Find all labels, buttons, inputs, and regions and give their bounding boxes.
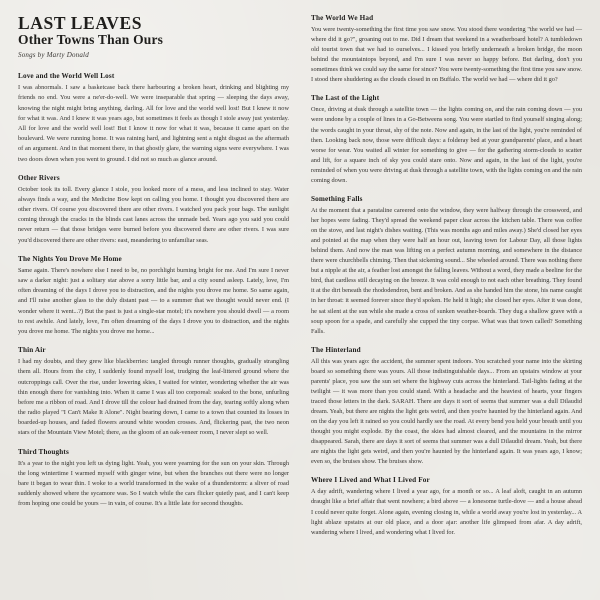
two-column-layout [18,14,582,590]
song-title: Something Falls [311,194,363,203]
song-lyrics: It's a year to the night you left us dying light. Yeah, you were yearning for the sun on your skin. Through the long wintertime I warmed myself with ginger wine, but when the branches out there were no longer bare it began to wear thin. I woke to a world transformed in the wake of a thunderstorm: a sliver of road suddenly showed where the sycamore was. So I watch while the cars flicker quietly past, and I can't keep from hoping one could be yours — in vain, of course. It's a little late for second thoughts. [18,459,289,508]
album-subtitle: Other Towns Than Ours [18,32,164,48]
album-title: LAST LEAVES [18,13,143,33]
song-title: The Nights You Drove Me Home [18,254,122,263]
song-section [18,72,289,165]
song-section [18,448,289,510]
song-section [311,195,582,337]
song-title: The Last of the Light [311,94,380,103]
song-title: Where I Lived and What I Lived For [311,476,430,485]
right-column [311,14,582,590]
song-section [311,94,582,186]
song-section [18,255,289,337]
song-title: Third Thoughts [18,447,69,456]
song-section [311,14,582,85]
song-section [311,476,582,537]
song-lyrics: All this was years ago: the accident, the summer spent indoors. You scratched your name into the skirting board so something there was yours. All those indistinguishable days... From an upstairs window at your parents' place, you saw the sun set where the highway cuts across the hinterland. Tail-lights fading at the twilight — it was more than you could stand. With a headache and the heaviest of hearts, your fingers traced those letters in the dark. SARAH. There are days it sort of seems that summer was a dull Dilaudid dream. Yeah, but there are nights the light gets weird, and then you're haunted by the hinterland again. And on the day you left it rained so you could hardly see the road. At every bend you held your breath until you thought you might explode. By the coast, the skies had almost cleared, and the mountains in the mirror disappeared. Sarah, there are days it sort of seems that summer was a dull Dilaudid dream. Yeah, but there are nights the light gets weird, and then you're haunted by the hinterland again. It was years ago, I know; even so, the bruises show. The bruises show. [311,357,582,466]
song-section [18,346,289,439]
song-lyrics: October took its toll. Every glance I stole, you looked more of a mess, and less inclined to stay. Water always finds a way, and the Medicine Bow kept on calling you home. I thought you discovered there are other rivers. Of course you discovered there are other rivers. I watched you pack your bags. The sunlight coming through the cracks in the blinds cast lanes across the unmade bed. Years ago you said you could never return — that those bridges were burned before you discovered there are other rivers. I was sure you'd discovered there are other rivers: east, meandering to unfamiliar seas. [18,185,289,244]
byline: Songs by Marty Donald [18,51,89,60]
song-lyrics: You were twenty-something the first time you saw snow. You stood there wondering "the world we had — where did it go?", groaning out to me. Did I dream that weekend in a weatherboard hotel? A tumbledown old tourist town that we had to ourselves... I kissed you briefly underneath a broken bridge, the moon behind the mountaintops beyond, and I'm sure I was never so happy before. But darling, don't you sometimes think we could say the same for since? You were twenty-something the first time you saw snow. I stood there shuddering as the clouds closed in on Buffalo. The world we had — where did it go? [311,26,582,84]
song-lyrics: I had my doubts, and they grew like blackberries: tangled through runner thoughts, gradually strangling them all. Hours from the city, I suddenly found myself lost, trudging the leaf-littered ground where the outcroppings call. Over the rise, under lowering skies, I waited for winter, wondering whether the air was thin enough there for vanishing into. When it came I was all too corporeal: soaked to the bone, unfurling before me a ribbon of road. And I drove till the colour had drained from the day, tearing softly along when the radio played "I Can't Make It Alone". Night bearing down, I came to a town that counted its losses in boarded-up houses, and faded flowers around white wooden crosses. And, flickering past, the two neon stars of the Mountain View Motel; there, as the gloom of an oak-veneer room, I never slept so well. [18,358,289,437]
title-block [18,14,289,59]
song-title: Other Rivers [18,173,60,182]
song-section [311,346,582,468]
song-lyrics: Same again. There's nowhere else I need to be, no porchlight burning bright for me. And I'm sure I never saw a darker night: just a solitary star above a sorry little bar, and a city sound asleep. Lately, love, I'm often dreaming of the days I drove you to distraction, and the nights you drove me home. So same again, and I'll raise another glass to the duly distant past — to a summer that we thought would never end. (I wonder where it went...?) But the past is just a single-star motel; it's nowhere you should dwell — a room to rest awhile. And lately, love, I'm often dreaming of the days I drove you to distraction, and the nights you drove me home. The nights you drove me home... [18,266,289,335]
song-lyrics: I was abnormals. I saw a basketcase back there harbouring a broken heart, drinking and blighting my friends no end. You were a ne'er-do-well. We were inseparable that spring — sleeping the days away, knowing the night might bring anything, darling. All for love and the world well lost! But I knew it now for what it was. And I knew it was years ago, but sometimes it feels as though I stole away just yesterday. All for love and the world well lost! But I know it now for what it was, because it came apart on the boulevard. We were running home. It was raining hard, and lightning sent a night disgust as the aftermath of an argument. And in that moment there, in that ghostly glare, the warning signs were everywhere. I was two doors down when you went to ground. I did not so much as glance around. [18,84,289,163]
song-title: Love and the World Well Lost [18,72,115,81]
left-column [18,14,289,590]
song-lyrics: A day adrift, wandering where I lived a year ago, for a month or so... A leaf aloft, caught in an autumn draught like a brief affair that went nowhere; a bird above — a lonesome turtle-dove — and a house ahead I could never quite forget. Alone again, evening closing in, while a world away you're lost in yesterday... A light ablaze upstairs at our old place, and a door ajar: another life glimpsed from afar. A day adrift, wandering where I lived, and wondering what I lived for. [311,488,582,536]
song-title: The Hinterland [311,345,361,354]
song-section [18,174,289,246]
song-title: Thin Air [18,346,46,355]
song-lyrics: At the moment that a parataline careered onto the window, they were halfway through the crossword, and her hopes were fading. They'd spread the weekend paper clear across the kitchen table. There was coffee on the stove, and last night's dishes waiting. (This was months ago and miles away.) She'd closed her eyes and pointed at the map when they were half an hour out, leaving town for Labour Day, all those lights behind them. And now the man was lifting on a perfect autumn morning, and somewhere in the distance there were churchbells chiming. Then that sickening sound... She wheeled around. There was nothing there but a nipple at the air, a feather lost amongst the falling leaves. Without a word, they made a beeline for the bird, that cardless still decaying on the breeze. It was cold enough to not each other breathing. They found it at the dirt beneath the rhododendron, bent and broken. And as she handed him the stone, his name caught in her throat: it seemed forever since they'd spoken. He held it high; she closed her eyes. After it was done, he sat silent at the sun while she made a cross of sunken weather-boards. They dug a shallow grave with a soup spoon for a spade, and carefully she cupped the tiny corpse. What was that town called? Something Falls. [311,206,582,335]
song-lyrics: Once, driving at dusk through a satellite town — the lights coming on, and the rain coming down — you were undone by a couple of lines in a Go-Betweens song. You were startled to find yourself singing along; the words caught in your throat, shy of the note. Now and again, in the last of the light, you're reminded of then. Looking back now, those were difficult days: a folderay bed at your grandparents' place, and a heart worse for wear. You waited all winter for something to give — for the gathering storm-clouds to scatter and lift, for a square inch of sky you could stare onto. Now and again, in the last of the light, you're reminded of when you were driving at dusk through a satellite town, with the lights coming on and the rain coming down. [311,106,582,184]
song-title: The World We Had [311,14,374,22]
